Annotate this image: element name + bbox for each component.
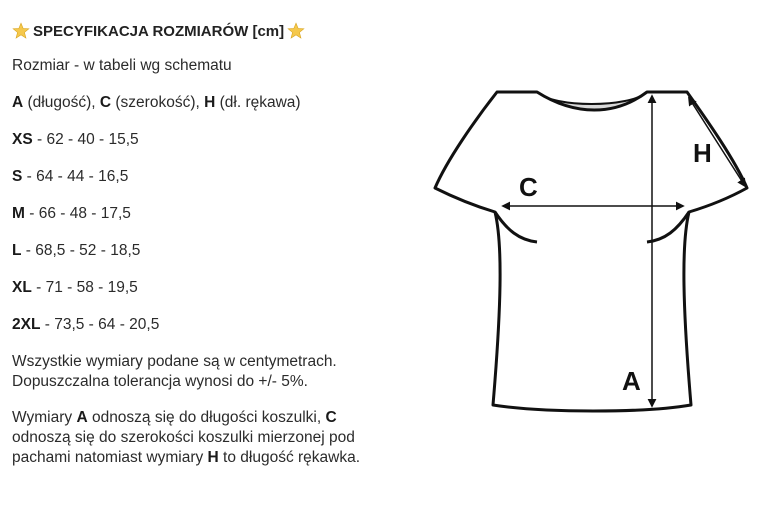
explanation-text: to długość rękawka. [218,449,361,466]
explanation-a-key: A [76,409,88,426]
star-icon [12,22,30,40]
explanation-h-key: H [207,449,219,466]
legend-a-text: (długość), [23,94,100,111]
size-row [12,278,412,297]
tshirt-size-diagram [425,80,765,420]
spec-title-row [12,22,412,40]
measurement-explanation [12,408,397,468]
size-row [12,241,412,260]
size-row [12,204,412,223]
size-values: - 64 - 44 - 16,5 [22,168,129,185]
size-values: - 71 - 58 - 19,5 [31,279,138,296]
legend-a-key: A [12,94,24,111]
size-label: L [12,242,22,259]
size-label: 2XL [12,316,41,333]
size-label: XS [12,131,33,148]
size-values: - 73,5 - 64 - 20,5 [40,316,160,333]
legend-c-text: (szerokość), [111,94,205,111]
explanation-c-key: C [325,409,337,426]
size-values: - 66 - 48 - 17,5 [24,205,131,222]
spec-title: SPECYFIKACJA ROZMIARÓW [cm] [33,22,285,40]
legend-c-key: C [99,94,112,111]
note-line-2: Dopuszczalna tolerancja wynosi do +/- 5%. [12,373,308,390]
size-label: M [12,205,25,222]
legend-h-text: (dł. rękawa) [215,94,301,111]
explanation-text: odnoszą się do szerokości koszulki mierzonej pod pachami natomiast wymiary [12,429,355,466]
note-line-1: Wszystkie wymiary podane są w centymetrach. [12,353,337,370]
explanation-text: odnoszą się do długości koszulki, [87,409,326,426]
tolerance-note [12,352,412,392]
size-row [12,167,412,186]
size-row [12,315,412,334]
label-h: H [693,138,712,168]
size-spec-panel [12,22,412,484]
dimension-legend [12,93,412,112]
explanation-text: Wymiary [12,409,77,426]
star-icon [287,22,305,40]
size-label: S [12,168,23,185]
label-a: A [622,366,641,396]
legend-h-key: H [204,94,216,111]
size-row [12,130,412,149]
size-label: XL [12,279,32,296]
size-values: - 68,5 - 52 - 18,5 [21,242,141,259]
intro-text: Rozmiar - w tabeli wg schematu [12,57,232,74]
label-c: C [519,172,538,202]
size-values: - 62 - 40 - 15,5 [32,131,139,148]
